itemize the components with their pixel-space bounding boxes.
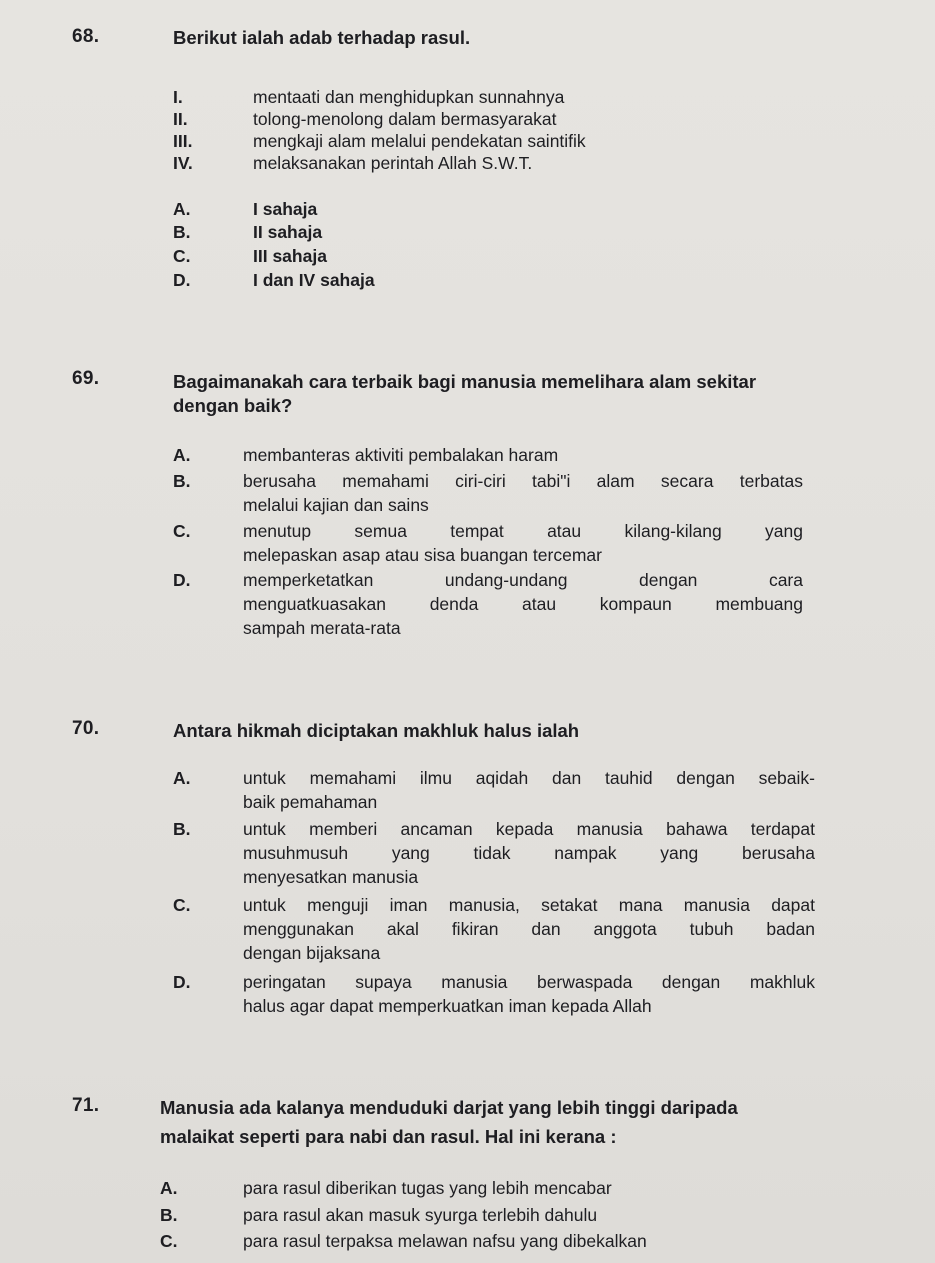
option-text: melalui kajian dan sains [243,495,429,515]
option-label: C. [173,521,191,541]
option-label: C. [173,895,191,915]
option-text: para rasul terpaksa melawan nafsu yang dibekalkan [243,1231,647,1251]
option-text: menyesatkan manusia [243,867,419,887]
option-text: I dan IV sahaja [253,270,375,290]
option-text: halus agar dapat memperkuatkan iman kepada Allah [243,996,652,1016]
option-text: peringatan supaya manusia berwaspada dengan makhluk [243,972,815,992]
option-text: baik pemahaman [243,792,378,812]
option-text: untuk memberi ancaman kepada manusia bahawa terdapat [243,819,815,839]
statement-label: II. [173,109,188,129]
option-label: B. [160,1205,178,1225]
option-label: D. [173,270,191,290]
option-text: para rasul akan masuk syurga terlebih dahulu [243,1205,598,1225]
answer-option[interactable] [173,970,823,1018]
option-text: untuk menguji iman manusia, setakat mana manusia dapat [243,895,815,915]
option-text: I sahaja [253,199,318,219]
option-label: B. [173,222,191,242]
statement-label: III. [173,131,193,151]
option-text: III sahaja [253,246,327,266]
question-stem: Berikut ialah adab terhadap rasul. [173,27,471,48]
statement-label: IV. [173,153,193,173]
question-stem: malaikat seperti para nabi dan rasul. Hal ini kerana : [160,1126,617,1147]
option-label: A. [173,199,191,219]
answer-option[interactable] [173,766,823,814]
answer-option[interactable] [173,519,813,567]
statement-text: mentaati dan menghidupkan sunnahnya [253,87,565,107]
option-label: A. [173,445,191,465]
option-label: D. [173,570,191,590]
question-stem: Antara hikmah diciptakan makhluk halus ialah [173,720,580,741]
option-text: melepaskan asap atau sisa buangan tercemar [243,545,602,565]
question-number: 69. [72,368,100,389]
option-text: para rasul diberikan tugas yang lebih mencabar [243,1178,612,1198]
question-stem: Bagaimanakah cara terbaik bagi manusia memelihara alam sekitar [173,371,757,392]
question-stem: dengan baik? [173,395,293,416]
option-text: memperketatkan undang-undang dengan cara [243,570,803,590]
question-number: 70. [72,718,100,739]
option-label: D. [173,972,191,992]
option-text: menggunakan akal fikiran dan anggota tubuh badan [243,919,815,939]
option-text: musuhmusuh yang tidak nampak yang berusaha [243,843,815,863]
answer-option[interactable] [173,817,823,889]
option-text: membanteras aktiviti pembalakan haram [243,445,559,465]
answer-option[interactable] [173,469,813,517]
option-label: C. [173,246,191,266]
question-number: 71. [72,1095,100,1116]
statement-text: melaksanakan perintah Allah S.W.T. [253,153,533,173]
option-text: menutup semua tempat atau kilang-kilang yang [243,521,803,541]
answer-option[interactable] [173,568,813,640]
statement-text: mengkaji alam melalui pendekatan saintifik [253,131,586,151]
option-text: dengan bijaksana [243,943,381,963]
option-text: berusaha memahami ciri-ciri tabi"i alam secara terbatas [243,471,803,491]
option-text: menguatkuasakan denda atau kompaun membuang [243,594,803,614]
option-label: A. [173,768,191,788]
option-label: B. [173,471,191,491]
option-text: II sahaja [253,222,323,242]
option-text: sampah merata-rata [243,618,401,638]
option-text: untuk memahami ilmu aqidah dan tauhid dengan sebaik- [243,768,815,788]
option-label: C. [160,1231,178,1251]
answer-option[interactable] [173,893,823,965]
option-label: B. [173,819,191,839]
question-stem: Manusia ada kalanya menduduki darjat yang lebih tinggi daripada [160,1097,738,1118]
statement-label: I. [173,87,183,107]
option-label: A. [160,1178,178,1198]
statement-text: tolong-menolong dalam bermasyarakat [253,109,557,129]
question-number: 68. [72,26,100,47]
